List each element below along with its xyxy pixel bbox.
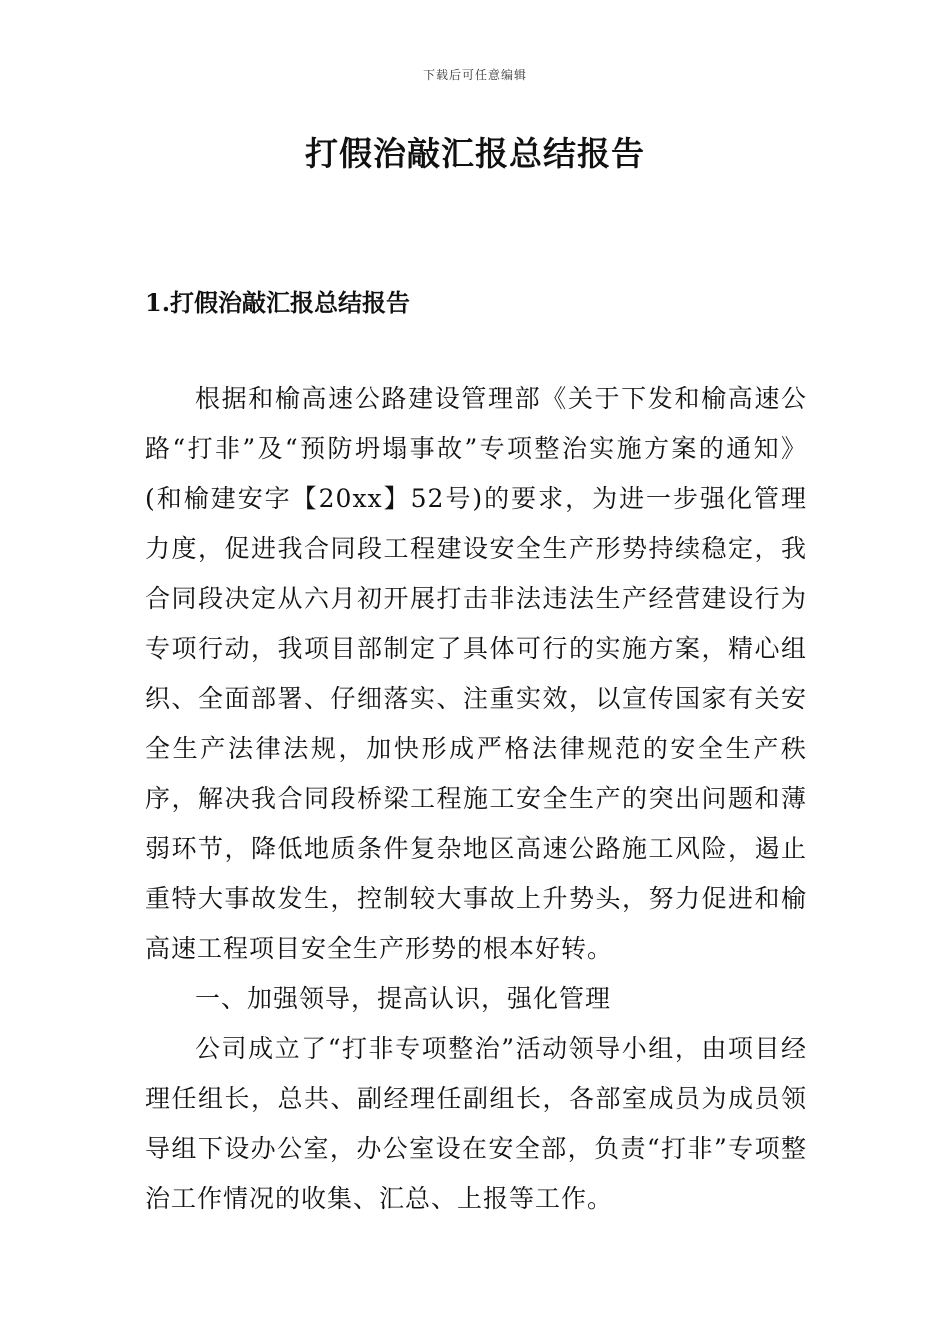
document-body	[145, 374, 807, 1224]
section-heading: 1.打假治敲汇报总结报告	[145, 288, 411, 317]
subheading-paragraph: 一、加强领导，提高认识，强化管理	[195, 984, 612, 1013]
body-paragraph: 公司成立了“打非专项整治”活动领导小组，由项目经理任组长，总共、副经理任副组长，各部室成员为成员领导组下设办公室，办公室设在安全部，负责“打非”专项整治工作情况的收集、汇总、上报等工作。	[145, 1034, 807, 1213]
document-title: 打假治敲汇报总结报告	[305, 134, 645, 173]
body-paragraph: 根据和榆高速公路建设管理部《关于下发和榆高速公路“打非”及“预防坍塌事故”专项整治实施方案的通知》(和榆建安字【20xx】52号)的要求，为进一步强化管理力度，促进我合同段工程建设安全生产形势持续稳定，我合同段决定从六月初开展打击非法违法生产经营建设行为专项行动，我项目部制定了具体可行的实施方案，精心组织、全面部署、仔细落实、注重实效，以宣传国家有关安全生产法律法规，加快形成严格法律规范的安全生产秩序，解决我合同段桥梁工程施工安全生产的突出问题和薄弱环节，降低地质条件复杂地区高速公路施工风险，遏止重特大事故发生，控制较大事故上升势头，努力促进和榆高速工程项目安全生产形势的根本好转。	[145, 384, 807, 963]
header-note: 下载后可任意编辑	[422, 68, 527, 82]
